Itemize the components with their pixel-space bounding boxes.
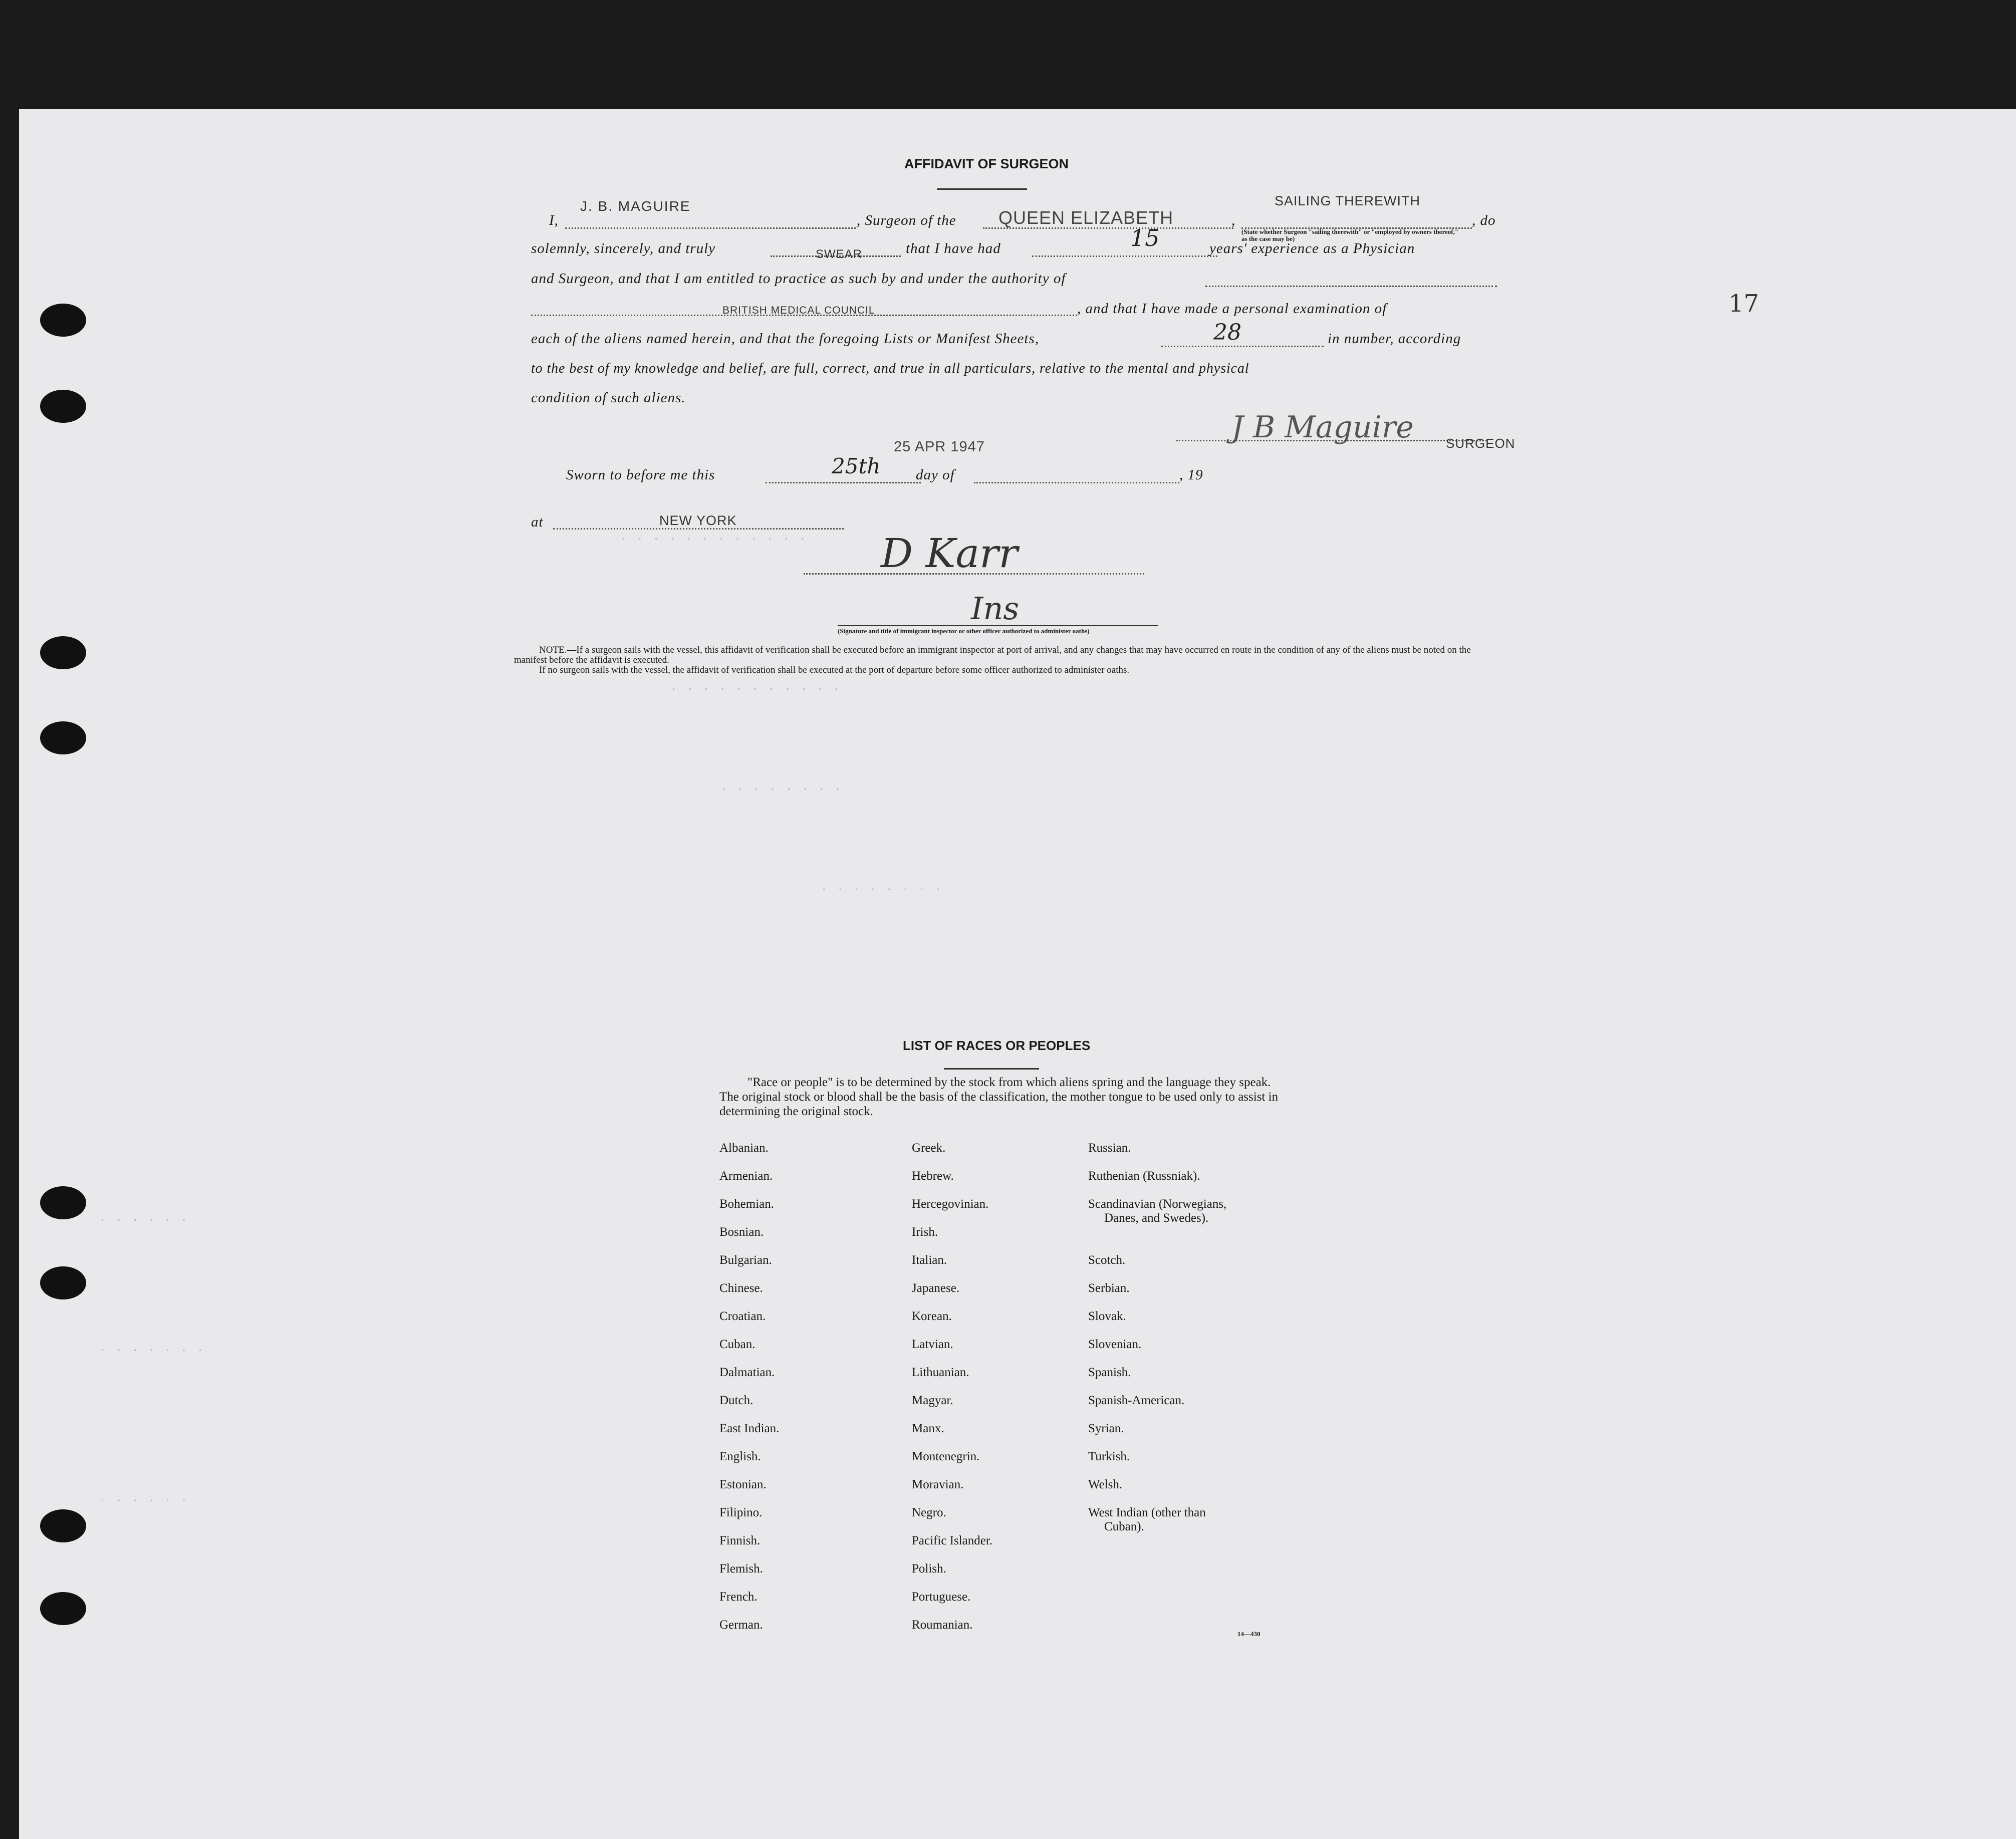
form-number: 14—430 <box>1237 1630 1261 1638</box>
punch-hole <box>40 1186 86 1219</box>
affidavit-text: at <box>531 514 544 530</box>
race-item: Polish. <box>912 1562 946 1575</box>
race-item: Latvian. <box>912 1338 953 1351</box>
bleed-through: . . . . . . . <box>99 1342 205 1354</box>
race-item: Roumanian. <box>912 1618 973 1632</box>
race-item: Welsh. <box>1088 1478 1123 1491</box>
races-title: LIST OF RACES OR PEOPLES <box>903 1038 1091 1053</box>
affidavit-text: I, <box>549 212 559 228</box>
race-item: Armenian. <box>719 1169 773 1183</box>
bleed-through: . . . . . . . . . . . . <box>620 530 808 543</box>
affidavit-text: , 19 <box>1179 467 1203 483</box>
race-item: Slovak. <box>1088 1309 1126 1323</box>
race-item: German. <box>719 1618 763 1632</box>
status-instruction: (State whether Surgeon "sailing therewith" or "employed by owners thereof," as the case may be) <box>1241 228 1459 242</box>
blank-line <box>1032 255 1217 257</box>
affidavit-text: , do <box>1472 212 1496 228</box>
race-item: Scotch. <box>1088 1253 1126 1267</box>
bleed-through: . . . . . . <box>99 1492 189 1504</box>
races-column-3 <box>1088 1141 1299 1548</box>
vessel-name: QUEEN ELIZABETH <box>998 207 1174 228</box>
races-column-1 <box>719 1141 890 1646</box>
race-item: Pacific Islander. <box>912 1534 993 1547</box>
race-item: East Indian. <box>719 1422 780 1435</box>
race-item: Dutch. <box>719 1394 753 1407</box>
punch-hole <box>40 304 86 337</box>
surgeon-signature: J B Maguire <box>1231 410 1414 445</box>
punch-hole <box>40 1592 86 1625</box>
race-item: Italian. <box>912 1253 947 1267</box>
note-paragraph: If no surgeon sails with the vessel, the affidavit of verification shall be executed at the port of departure before some officer authorized to administer oaths. <box>539 665 1130 675</box>
bleed-through: . . . . . . . . <box>821 881 943 893</box>
page-number: 17 <box>1728 290 1759 318</box>
races-intro: "Race or people" is to be determined by the stock from which aliens spring and the language they speak. The original stock or blood shall be the basis of the classification, the mother tongue to be used only to assist in determining the original stock. <box>719 1076 1279 1118</box>
punch-hole <box>40 1266 86 1299</box>
race-item: Negro. <box>912 1506 946 1519</box>
affidavit-text: day of <box>916 467 955 483</box>
surgeon-title: SURGEON <box>1446 436 1516 451</box>
blank-line <box>1161 346 1324 347</box>
race-item: Bohemian. <box>719 1197 775 1211</box>
race-item: Serbian. <box>1088 1281 1130 1295</box>
race-item: Irish. <box>912 1225 938 1239</box>
oath-type: SWEAR <box>816 247 863 261</box>
race-item: Portuguese. <box>912 1590 971 1604</box>
race-item: Greek. <box>912 1141 946 1155</box>
race-item: Croatian. <box>719 1309 766 1323</box>
punch-hole <box>40 1509 86 1542</box>
affidavit-text: that I have had <box>906 240 1001 256</box>
affidavit-text: each of the aliens named herein, and that the foregoing Lists or Manifest Sheets, <box>531 331 1039 347</box>
bleed-through: . . . . . . <box>99 1211 189 1224</box>
race-item: Bulgarian. <box>719 1253 772 1267</box>
date-stamp: 25 APR 1947 <box>894 439 985 455</box>
race-item: Cuban). <box>1104 1520 1144 1533</box>
paper-sheet <box>19 109 2016 1839</box>
title-rule <box>944 1068 1039 1070</box>
race-item: Korean. <box>912 1309 952 1323</box>
title-rule <box>937 188 1027 190</box>
race-item: Spanish-American. <box>1088 1394 1185 1407</box>
punch-hole <box>40 636 86 669</box>
race-item: Flemish. <box>719 1562 763 1575</box>
blank-line <box>974 482 1179 483</box>
race-item: Danes, and Swedes). <box>1104 1211 1209 1225</box>
race-item: Turkish. <box>1088 1450 1130 1463</box>
sworn-day: 25th <box>832 454 881 478</box>
race-item: Japanese. <box>912 1281 960 1295</box>
races-column-2 <box>912 1141 1082 1646</box>
blank-line <box>565 227 856 229</box>
race-item: Chinese. <box>719 1281 763 1295</box>
affidavit-text: condition of such aliens. <box>531 390 686 406</box>
surgeon-name: J. B. MAGUIRE <box>580 198 691 214</box>
race-item: Hercegovinian. <box>912 1197 989 1211</box>
affidavit-title: AFFIDAVIT OF SURGEON <box>904 156 1069 171</box>
affidavit-text: Sworn to before me this <box>566 467 715 483</box>
affidavit-text: , Surgeon of the <box>857 212 956 228</box>
affidavit-text: to the best of my knowledge and belief, are full, correct, and true in all particulars, relative to the mental and physical <box>531 361 1249 376</box>
bleed-through: . . . . . . . . . . . <box>670 680 842 693</box>
punch-hole <box>40 721 86 754</box>
signature-caption: (Signature and title of immigrant inspector or other officer authorized to administer oaths) <box>838 627 1090 635</box>
race-item: Albanian. <box>719 1141 769 1155</box>
race-item: Dalmatian. <box>719 1366 775 1379</box>
race-item: Russian. <box>1088 1141 1131 1155</box>
punch-hole <box>40 390 86 423</box>
affidavit-text: in number, according <box>1328 331 1461 347</box>
race-item: French. <box>719 1590 758 1604</box>
bleed-through: . . . . . . . . <box>720 780 843 793</box>
race-item: Filipino. <box>719 1506 763 1519</box>
race-item: Ruthenian (Russniak). <box>1088 1169 1200 1183</box>
race-item: Syrian. <box>1088 1422 1124 1435</box>
race-item: Moravian. <box>912 1478 964 1491</box>
race-item: Magyar. <box>912 1394 953 1407</box>
affidavit-text: years' experience as a Physician <box>1209 240 1415 256</box>
sworn-place: NEW YORK <box>659 513 737 528</box>
race-item: Bosnian. <box>719 1225 764 1239</box>
race-item: Manx. <box>912 1422 944 1435</box>
note-paragraph: NOTE.—If a surgeon sails with the vessel, this affidavit of verification shall be executed before an immigrant inspector at port of arrival, and any changes that may have occurred en route in the condition of any of the aliens must be noted on the manifest before the affidavit is executed. <box>514 645 1471 665</box>
affidavit-text: , <box>1231 212 1236 228</box>
sailing-status: SAILING THEREWITH <box>1275 193 1421 208</box>
race-item: English. <box>719 1450 761 1463</box>
race-item: West Indian (other than <box>1088 1506 1206 1519</box>
race-item: Spanish. <box>1088 1366 1131 1379</box>
race-item: Lithuanian. <box>912 1366 969 1379</box>
race-item: Cuban. <box>719 1338 755 1351</box>
inspector-initials: Ins <box>971 590 1020 627</box>
blank-line <box>766 482 921 483</box>
inspector-signature: D Karr <box>881 530 1018 577</box>
race-item: Hebrew. <box>912 1169 954 1183</box>
affidavit-text: solemnly, sincerely, and truly <box>531 240 716 256</box>
race-item: Finnish. <box>719 1534 761 1547</box>
race-item: Montenegrin. <box>912 1450 980 1463</box>
manifest-sheets-count: 28 <box>1213 320 1241 345</box>
affidavit-text: and Surgeon, and that I am entitled to practice as such by and under the authority of <box>531 271 1066 287</box>
licensing-authority: BRITISH MEDICAL COUNCIL <box>722 305 875 316</box>
blank-line <box>1205 286 1497 287</box>
affidavit-text: , and that I have made a personal examination of <box>1077 301 1387 317</box>
race-item: Estonian. <box>719 1478 767 1491</box>
race-item: Slovenian. <box>1088 1338 1142 1351</box>
years-experience: 15 <box>1130 224 1160 251</box>
race-item: Scandinavian (Norwegians, <box>1088 1197 1227 1211</box>
